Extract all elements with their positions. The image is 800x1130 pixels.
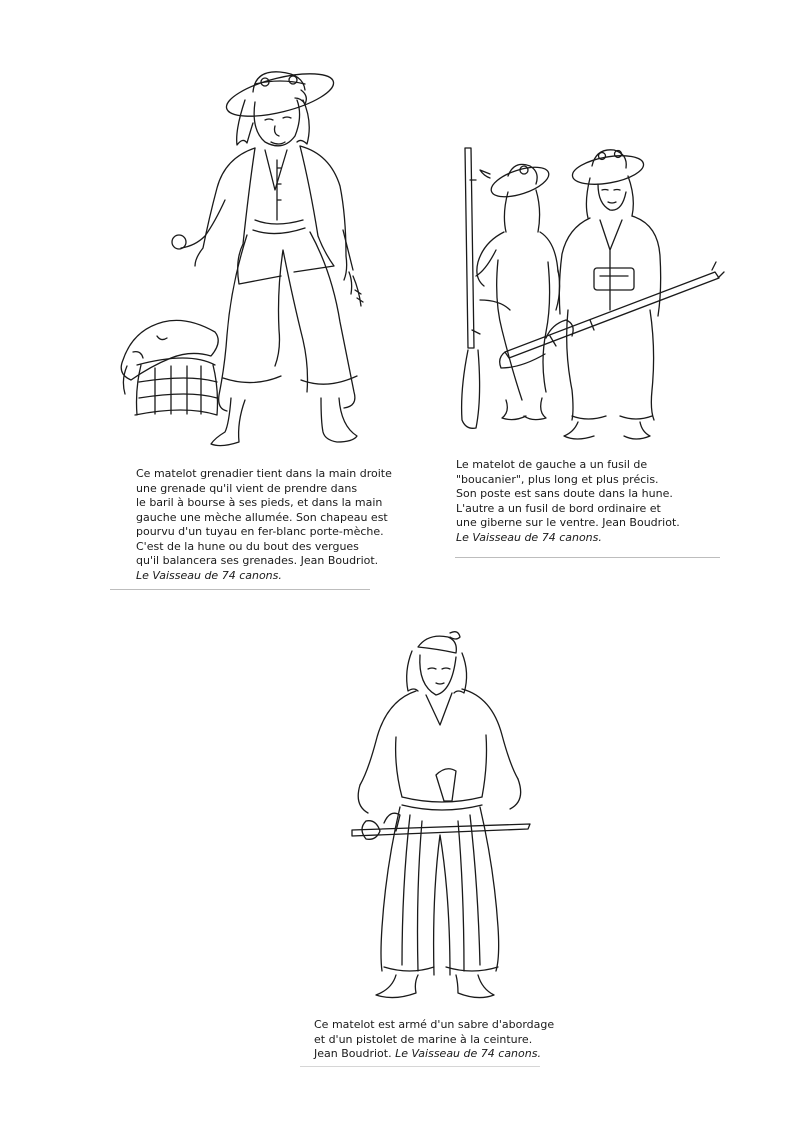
illustration-grenadier-sailor xyxy=(105,60,385,455)
caption-line: gauche une mèche allumée. Son chapeau est xyxy=(136,510,388,524)
caption-line: une grenade qu'il vient de prendre dans xyxy=(136,481,358,495)
caption-book-title: Le Vaisseau de 74 canons. xyxy=(456,530,602,544)
caption-line: le baril à bourse à ses pieds, et dans la main xyxy=(136,496,383,509)
caption-author: Jean Boudriot. xyxy=(314,1047,396,1060)
caption-divider xyxy=(455,557,720,558)
caption-line: pourvu d'un tuyau en fer-blanc porte-mèche. xyxy=(136,525,384,538)
caption-line: Ce matelot grenadier tient dans la main droite xyxy=(136,467,392,480)
illustration-boarding-sailor xyxy=(340,625,540,1010)
caption-line: C'est de la hune ou du bout des vergues xyxy=(136,539,359,553)
caption-line: L'autre a un fusil de bord ordinaire et xyxy=(456,501,661,515)
caption-line: Ce matelot est armé d'un sabre d'abordage xyxy=(314,1018,555,1031)
caption-book-title: Le Vaisseau de 74 canons. xyxy=(136,568,282,582)
caption-line: Son poste est sans doute dans la hune. xyxy=(456,487,673,500)
caption-line: une giberne sur le ventre. Jean Boudriot. xyxy=(456,516,680,529)
caption-boarding-sailor xyxy=(314,1018,554,1062)
caption-line: et d'un pistolet de marine à la ceinture. xyxy=(314,1032,533,1046)
caption-divider xyxy=(300,1066,540,1067)
caption-line: Le matelot de gauche a un fusil de xyxy=(456,458,648,471)
caption-grenadier xyxy=(136,467,392,583)
caption-line: "boucanier", plus long et plus précis. xyxy=(456,472,659,486)
caption-book-title: Le Vaisseau de 74 canons. xyxy=(395,1047,541,1060)
caption-divider xyxy=(110,589,370,590)
caption-musketeers xyxy=(456,458,680,545)
illustration-musketeer-sailors xyxy=(450,140,730,450)
caption-line: qu'il balancera ses grenades. Jean Boudriot. xyxy=(136,554,379,567)
